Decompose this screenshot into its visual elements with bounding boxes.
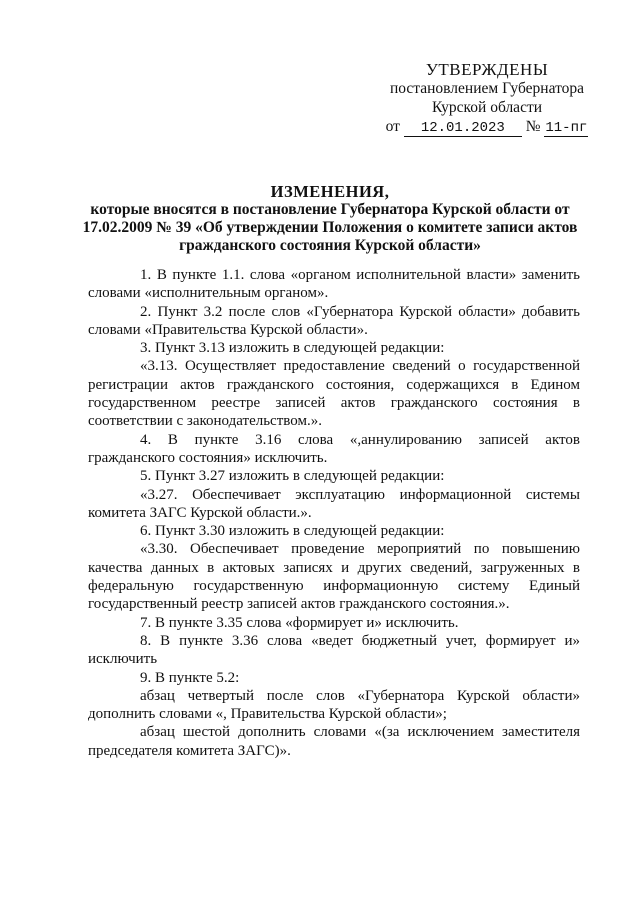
approval-block	[372, 60, 602, 137]
approved-region: Курской области	[431, 99, 543, 116]
paragraph-13: абзац четвертый после слов «Губернатора Курской области» дополнить словами «, Правительства Курской области»;	[88, 687, 580, 723]
paragraph-10: 7. В пункте 3.35 слова «формирует и» исключить.	[140, 614, 459, 631]
heading-line-2: 17.02.2009 № 39 «Об утверждении Положения о комитете записи актов	[82, 219, 578, 236]
paragraph-3: 3. Пункт 3.13 изложить в следующей редакции:	[140, 340, 445, 357]
approved-label: УТВЕРЖДЕНЫ	[425, 60, 549, 79]
number-label: №	[525, 118, 541, 135]
paragraph-6: 5. Пункт 3.27 изложить в следующей редакции:	[140, 468, 445, 485]
paragraph-8: 6. Пункт 3.30 изложить в следующей редакции:	[140, 523, 445, 540]
from-label: от	[385, 118, 400, 135]
paragraph-1: 1. В пункте 1.1. слова «органом исполнительной власти» заменить словами «исполнительным органом».	[88, 267, 580, 302]
paragraph-5: 4. В пункте 3.16 слова «,аннулированию записей актов гражданского состояния» исключить.	[88, 431, 580, 466]
heading-line-3: гражданского состояния Курской области»	[179, 237, 481, 254]
paragraph-12: 9. В пункте 5.2:	[140, 669, 240, 686]
paragraph-9: «3.30. Обеспечивает проведение мероприятий по повышению качества данных в актовых записях и других сведений, загруженных в федеральную государственную информационную систему Единый государственный реестр записей актов гражданского состояния.».	[88, 541, 580, 613]
paragraph-11: 8. В пункте 3.36 слова «ведет бюджетный учет, формирует и» исключить	[88, 632, 580, 668]
approval-number: 11-пг	[545, 120, 588, 136]
paragraph-7: «3.27. Обеспечивает эксплуатацию информационной системы комитета ЗАГС Курской области.».	[88, 486, 580, 521]
approval-date: 12.01.2023	[404, 121, 522, 137]
heading-title: ИЗМЕНЕНИЯ,	[270, 182, 390, 201]
paragraph-2: 2. Пункт 3.2 после слов «Губернатора Курской области» добавить словами «Правительства Курской области».	[88, 303, 580, 338]
heading-line-1: которые вносятся в постановление Губернатора Курской области от	[90, 201, 570, 218]
paragraph-14: абзац шестой дополнить словами «(за исключением заместителя председателя комитета ЗАГС)».	[88, 724, 580, 759]
document-heading	[80, 183, 580, 255]
document-body	[88, 266, 580, 760]
approval-date-number-line	[372, 117, 602, 137]
paragraph-4: «3.13. Осуществляет предоставление сведений о государственной регистрации актов гражданского состояния, содержащихся в Едином государственном реестре записей актов гражданского состояния в соответствии с законодательством.».	[88, 358, 580, 430]
approved-by-line: постановлением Губернатора	[389, 80, 585, 97]
